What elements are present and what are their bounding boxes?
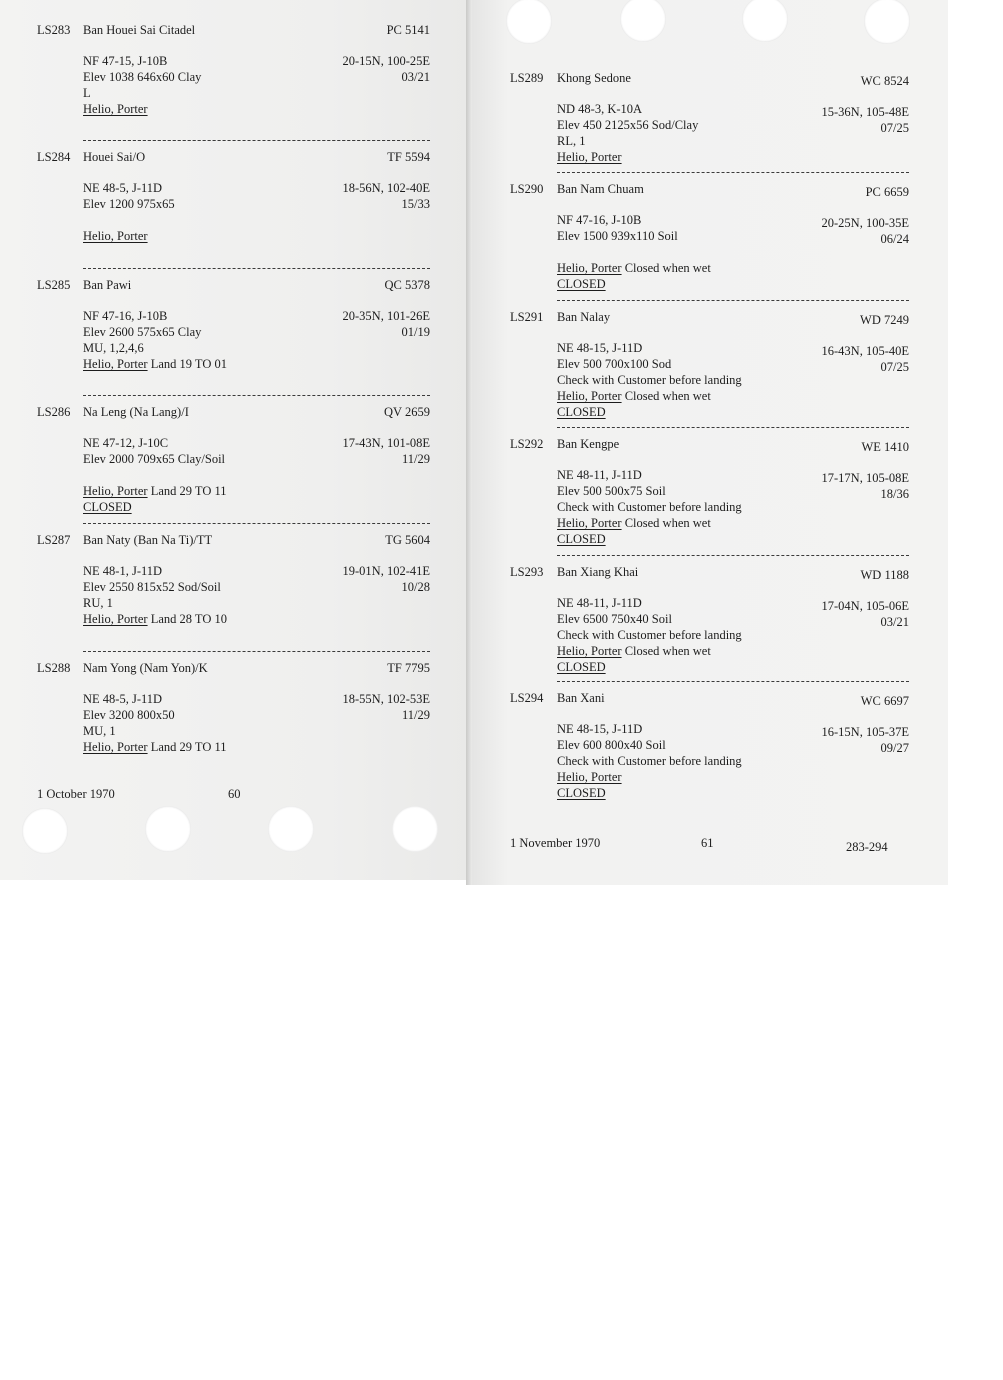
site-name: Khong Sedone [557,71,631,85]
entry-details [83,435,227,515]
detail-line [557,260,711,276]
entry-details [83,691,227,755]
punch-hole-icon [145,806,191,852]
site-name: Na Leng (Na Lang)/I [83,405,189,419]
detail-line: NE 48-11, J-11D [557,468,642,482]
entry-separator [83,651,430,652]
closed-label: CLOSED [557,405,606,419]
detail-line: NE 48-5, J-11D [83,692,163,706]
detail-line: Elev 2550 815x52 Sod/Soil [83,580,221,594]
detail-line: NE 48-5, J-11D [83,181,163,195]
airstrip-entry [510,690,909,810]
site-id: LS291 [510,310,544,324]
right-footer-page-number: 61 [701,836,714,850]
detail-line: NE 48-15, J-11D [557,341,643,355]
entry-details [83,563,227,627]
detail-line: Elev 3200 800x50 [83,708,175,722]
site-name: Ban Xiang Khai [557,565,639,579]
aircraft-types: Helio, Porter [557,150,622,164]
detail-line [557,388,742,404]
entry-details [557,467,742,547]
detail-line [557,149,698,165]
coordinates: 17-43N, 101-08E [342,436,430,450]
grid-reference: QV 2659 [384,405,430,419]
coordinates: 20-35N, 101-26E [342,309,430,323]
punch-hole-icon [506,0,552,44]
airstrip-entry [37,660,430,780]
aircraft-types: Helio, Porter [83,357,148,371]
detail-line: Elev 2600 575x65 Clay [83,325,202,339]
grid-reference: WD 7249 [860,313,909,327]
right-footer-date: 1 November 1970 [510,836,601,850]
detail-line: MU, 1 [83,724,116,738]
runway-heading: 03/21 [880,615,909,629]
runway-heading: 10/28 [401,580,430,594]
site-name: Ban Xani [557,691,605,705]
detail-line: NE 48-11, J-11D [557,596,642,610]
runway-heading: 01/19 [401,325,430,339]
landing-note: Closed when wet [624,261,711,275]
site-id: LS286 [37,405,71,419]
detail-line [83,101,201,117]
detail-line: Elev 6500 750x40 Soil [557,612,672,626]
grid-reference: TF 5594 [387,150,430,164]
site-id: LS287 [37,533,71,547]
aircraft-types: Helio, Porter [557,644,622,658]
detail-line: ND 48-3, K-10A [557,102,643,116]
runway-heading: 11/29 [401,708,430,722]
closed-status [557,531,742,547]
landing-note: Land 28 TO 10 [150,612,227,626]
coordinates: 17-17N, 105-08E [821,471,909,485]
entry-details [557,101,698,165]
detail-line: MU, 1,2,4,6 [83,341,144,355]
runway-heading: 15/33 [401,197,430,211]
grid-reference: QC 5378 [384,278,430,292]
detail-line: Elev 600 800x40 Soil [557,738,666,752]
site-name: Ban Naty (Ban Na Ti)/TT [83,533,213,547]
left-footer-page-number: 60 [228,787,241,801]
airstrip-entry [37,149,430,269]
aircraft-types: Helio, Porter [83,229,148,243]
punch-hole-icon [864,0,910,44]
site-name: Ban Pawi [83,278,132,292]
detail-line [557,643,742,659]
closed-label: CLOSED [83,500,132,514]
coordinates: 20-15N, 100-25E [342,54,430,68]
detail-line [83,356,227,372]
aircraft-types: Helio, Porter [557,516,622,530]
site-id: LS289 [510,71,544,85]
detail-line: Check with Customer before landing [557,754,742,768]
site-name: Ban Nam Chuam [557,182,644,196]
detail-line: Elev 450 2125x56 Sod/Clay [557,118,699,132]
site-id: LS294 [510,691,544,705]
runway-heading: 03/21 [401,70,430,84]
aircraft-types: Helio, Porter [83,612,148,626]
airstrip-entry [37,22,430,142]
site-id: LS292 [510,437,544,451]
coordinates: 18-55N, 102-53E [342,692,430,706]
grid-reference: WD 1188 [860,568,909,582]
punch-hole-icon [22,808,68,854]
detail-line: Elev 1200 975x65 [83,197,175,211]
coordinates: 15-36N, 105-48E [821,105,909,119]
detail-line: RU, 1 [83,596,113,610]
grid-reference: WC 8524 [860,74,909,88]
aircraft-types: Helio, Porter [83,102,148,116]
airstrip-entry [37,404,430,524]
detail-line: Check with Customer before landing [557,373,742,387]
closed-status [83,499,227,515]
detail-line: NF 47-15, J-10B [83,54,168,68]
entry-separator [83,140,430,141]
site-name: Nam Yong (Nam Yon)/K [83,661,208,675]
coordinates: 16-15N, 105-37E [821,725,909,739]
punch-hole-icon [392,806,438,852]
runway-heading: 07/25 [880,121,909,135]
aircraft-types: Helio, Porter [83,740,148,754]
coordinates: 18-56N, 102-40E [342,181,430,195]
site-id: LS285 [37,278,71,292]
grid-reference: PC 6659 [865,185,909,199]
page-fold-shadow [466,0,472,885]
coordinates: 17-04N, 105-06E [821,599,909,613]
site-name: Houei Sai/O [83,150,146,164]
grid-reference: WC 6697 [860,694,909,708]
detail-line: NF 47-16, J-10B [557,213,642,227]
detail-line [83,611,227,627]
entry-details [557,721,742,801]
site-name: Ban Kengpe [557,437,620,451]
aircraft-types: Helio, Porter [557,261,622,275]
runway-heading: 18/36 [880,487,909,501]
detail-line: Elev 500 500x75 Soil [557,484,666,498]
site-name: Ban Nalay [557,310,611,324]
entry-details [557,595,742,675]
entry-separator [557,681,909,682]
airstrip-entry [510,309,909,429]
closed-status [557,659,742,675]
detail-line: Check with Customer before landing [557,628,742,642]
runway-heading: 06/24 [880,232,909,246]
grid-reference: PC 5141 [386,23,430,37]
detail-line: RL, 1 [557,134,586,148]
closed-status [557,404,742,420]
entry-separator [83,395,430,396]
site-name: Ban Houei Sai Citadel [83,23,196,37]
detail-line: Elev 2000 709x65 Clay/Soil [83,452,226,466]
airstrip-entry [510,181,909,301]
entry-details [83,308,227,372]
runway-heading: 11/29 [401,452,430,466]
airstrip-entry [510,564,909,684]
landing-note: Closed when wet [624,516,711,530]
detail-line [83,739,227,755]
entry-details [557,212,711,292]
right-footer-range: 283-294 [846,840,888,854]
entry-separator [557,427,909,428]
entry-separator [557,172,909,173]
detail-line [83,212,175,228]
detail-line: Check with Customer before landing [557,500,742,514]
landing-note: Land 19 TO 01 [150,357,227,371]
detail-line: L [83,86,91,100]
airstrip-entry [510,436,909,556]
detail-line: NE 48-1, J-11D [83,564,163,578]
detail-line [83,467,227,483]
detail-line [557,769,742,785]
detail-line: NE 47-12, J-10C [83,436,169,450]
airstrip-entry [37,532,430,652]
airstrip-entry [37,277,430,397]
site-id: LS283 [37,23,71,37]
closed-status [557,785,742,801]
detail-line: NF 47-16, J-10B [83,309,168,323]
detail-line: NE 48-15, J-11D [557,722,643,736]
landing-note: Closed when wet [624,389,711,403]
entry-details [557,340,742,420]
grid-reference: WE 1410 [861,440,909,454]
landing-note: Land 29 TO 11 [150,740,227,754]
aircraft-types: Helio, Porter [557,389,622,403]
detail-line [83,483,227,499]
site-id: LS288 [37,661,71,675]
runway-heading: 09/27 [880,741,909,755]
entry-separator [83,523,430,524]
coordinates: 19-01N, 102-41E [342,564,430,578]
detail-line [557,515,742,531]
detail-line: Elev 1038 646x60 Clay [83,70,202,84]
coordinates: 20-25N, 100-35E [821,216,909,230]
grid-reference: TF 7795 [387,661,430,675]
detail-line [557,244,711,260]
detail-line: Elev 500 700x100 Sod [557,357,672,371]
landing-note: Land 29 TO 11 [150,484,227,498]
closed-status [557,276,711,292]
detail-line: Elev 1500 939x110 Soil [557,229,678,243]
landing-note: Closed when wet [624,644,711,658]
left-footer-date: 1 October 1970 [37,787,115,801]
closed-label: CLOSED [557,786,606,800]
entry-separator [557,555,909,556]
site-id: LS284 [37,150,71,164]
entry-details [83,180,175,244]
entry-separator [557,300,909,301]
punch-hole-icon [268,806,314,852]
aircraft-types: Helio, Porter [83,484,148,498]
site-id: LS290 [510,182,544,196]
runway-heading: 07/25 [880,360,909,374]
closed-label: CLOSED [557,277,606,291]
closed-label: CLOSED [557,532,606,546]
site-id: LS293 [510,565,544,579]
aircraft-types: Helio, Porter [557,770,622,784]
closed-label: CLOSED [557,660,606,674]
entry-separator [83,268,430,269]
detail-line [83,228,175,244]
coordinates: 16-43N, 105-40E [821,344,909,358]
grid-reference: TG 5604 [385,533,430,547]
entry-details [83,53,201,117]
